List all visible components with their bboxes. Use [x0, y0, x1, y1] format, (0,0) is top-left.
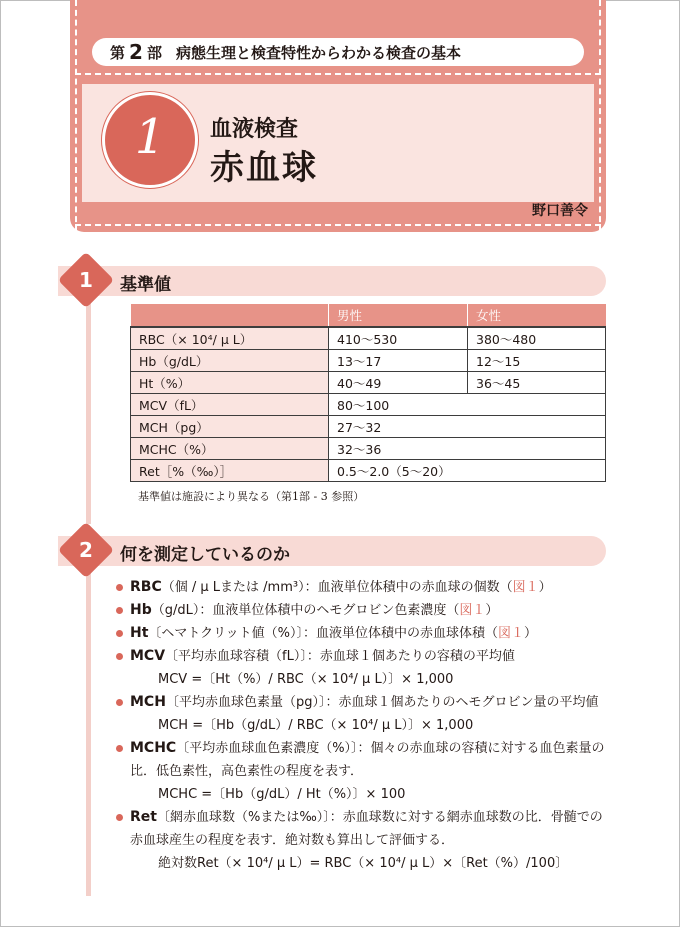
term-description: 〔網赤血球数（%または‰）〕：赤血球数に対する網赤血球数の比．骨髄での赤血球産生の程度を表す．絶対数も算出して評価する．	[130, 810, 603, 848]
table-row-label: RBC（× 10⁴/ μ L）	[131, 327, 329, 350]
formula: MCH =〔Hb（g/dL）/ RBC（× 10⁴/ μ L）〕× 1,000	[158, 718, 474, 733]
author-name: 野口善令	[532, 203, 588, 219]
chapter-title-panel	[82, 84, 594, 202]
term-description-tail: ）	[538, 580, 552, 595]
term-description: 〔平均赤血球血色素濃度（%）〕：個々の赤血球の容積に対する血色素量の比．低色素性，高色素性の程度を表す．	[130, 741, 605, 779]
figure-reference-link[interactable]: 図１	[498, 626, 525, 641]
section-heading-1	[58, 266, 606, 296]
margin-line	[86, 566, 91, 896]
table-row-label: MCV（fL）	[131, 394, 329, 416]
part-title-bar	[92, 38, 584, 66]
table-row	[131, 416, 606, 438]
term-description-tail: ）	[524, 626, 538, 641]
dashed-border	[599, 0, 601, 232]
table-row-label: Hb（g/dL）	[131, 350, 329, 372]
formula: 絶対数Ret（× 10⁴/ μ L）= RBC（× 10⁴/ μ L）×〔Ret（%）/100〕	[158, 856, 569, 871]
figure-reference-link[interactable]: 図１	[512, 580, 539, 595]
part-title: 病態生理と検査特性からわかる検査の基本	[175, 43, 461, 62]
term-description: 〔平均赤血球色素量（pg）〕：赤血球１個あたりのヘモグロビン量の平均値	[165, 695, 599, 710]
table-row	[131, 327, 606, 350]
term-label: MCV	[130, 648, 166, 664]
table-header-row	[131, 304, 606, 327]
term-description: 〔平均赤血球容積（fL）〕：赤血球１個あたりの容積の平均値	[165, 649, 515, 664]
table-cell: 380〜480	[468, 327, 606, 350]
table-cell: 27〜32	[329, 416, 606, 438]
table-row-label: MCH（pg）	[131, 416, 329, 438]
list-item	[116, 622, 608, 645]
list-item	[116, 691, 608, 737]
section-number: 2	[79, 537, 93, 562]
term-description: 〔ヘマトクリット値（%）〕：血液単位体積中の赤血球体積（	[148, 626, 498, 641]
table-row-label: Ht（%）	[131, 372, 329, 394]
dashed-border	[75, 0, 77, 232]
part-number: 2	[129, 40, 143, 64]
chapter-header	[70, 0, 606, 232]
table-row	[131, 438, 606, 460]
list-item	[116, 737, 608, 806]
table-cell: 12〜15	[468, 350, 606, 372]
figure-reference-link[interactable]: 図１	[459, 603, 486, 618]
reference-values-table	[130, 304, 606, 482]
table-cell: 410〜530	[329, 327, 468, 350]
table-cell: 32〜36	[329, 438, 606, 460]
term-description: （g/dL）：血液単位体積中のヘモグロビン色素濃度（	[151, 603, 460, 618]
formula: MCV =〔Ht（%）/ RBC（× 10⁴/ μ L）〕× 1,000	[158, 672, 454, 687]
term-label: MCHC	[130, 740, 177, 756]
list-item	[116, 599, 608, 622]
chapter-category: 血液検査	[210, 117, 299, 142]
page-title: 赤血球	[210, 148, 318, 188]
dashed-divider	[75, 224, 601, 226]
table-row	[131, 394, 606, 416]
term-label: RBC	[130, 579, 162, 595]
table-row	[131, 460, 606, 482]
section-number: 1	[79, 267, 93, 292]
table-row	[131, 350, 606, 372]
section-heading-2	[58, 536, 606, 566]
list-item	[116, 645, 608, 691]
part-suffix: 部	[146, 43, 162, 62]
table-header-cell: 女性	[468, 304, 606, 327]
table-row-label: Ret［%（‰）］	[131, 460, 329, 482]
list-item	[116, 576, 608, 599]
table-header-cell: 男性	[329, 304, 468, 327]
table-header-cell	[131, 304, 329, 327]
table-row	[131, 372, 606, 394]
table-cell: 13〜17	[329, 350, 468, 372]
list-item	[116, 806, 608, 875]
part-prefix: 第	[110, 43, 126, 62]
term-label: Ht	[130, 625, 149, 641]
term-label: Ret	[130, 809, 157, 825]
margin-line	[86, 296, 91, 524]
term-label: Hb	[130, 602, 152, 618]
table-cell: 80〜100	[329, 394, 606, 416]
table-cell: 40〜49	[329, 372, 468, 394]
chapter-number: 1	[134, 109, 166, 165]
chapter-number-badge	[102, 92, 198, 188]
formula: MCHC =〔Hb（g/dL）/ Ht（%）〕× 100	[158, 787, 406, 802]
dashed-divider	[75, 73, 601, 75]
table-row-label: MCHC（%）	[131, 438, 329, 460]
section-heading-label: 何を測定しているのか	[120, 545, 290, 565]
term-description-tail: ）	[485, 603, 499, 618]
term-description: （個 / μ Lまたは /mm³）：血液単位体積中の赤血球の個数（	[161, 580, 513, 595]
section-heading-label: 基準値	[120, 275, 171, 295]
measurement-list	[116, 576, 608, 875]
table-cell: 0.5〜2.0（5〜20）	[329, 460, 606, 482]
table-footnote: 基準値は施設により異なる（第1部 - 3 参照）	[138, 490, 365, 503]
table-cell: 36〜45	[468, 372, 606, 394]
term-label: MCH	[130, 694, 166, 710]
